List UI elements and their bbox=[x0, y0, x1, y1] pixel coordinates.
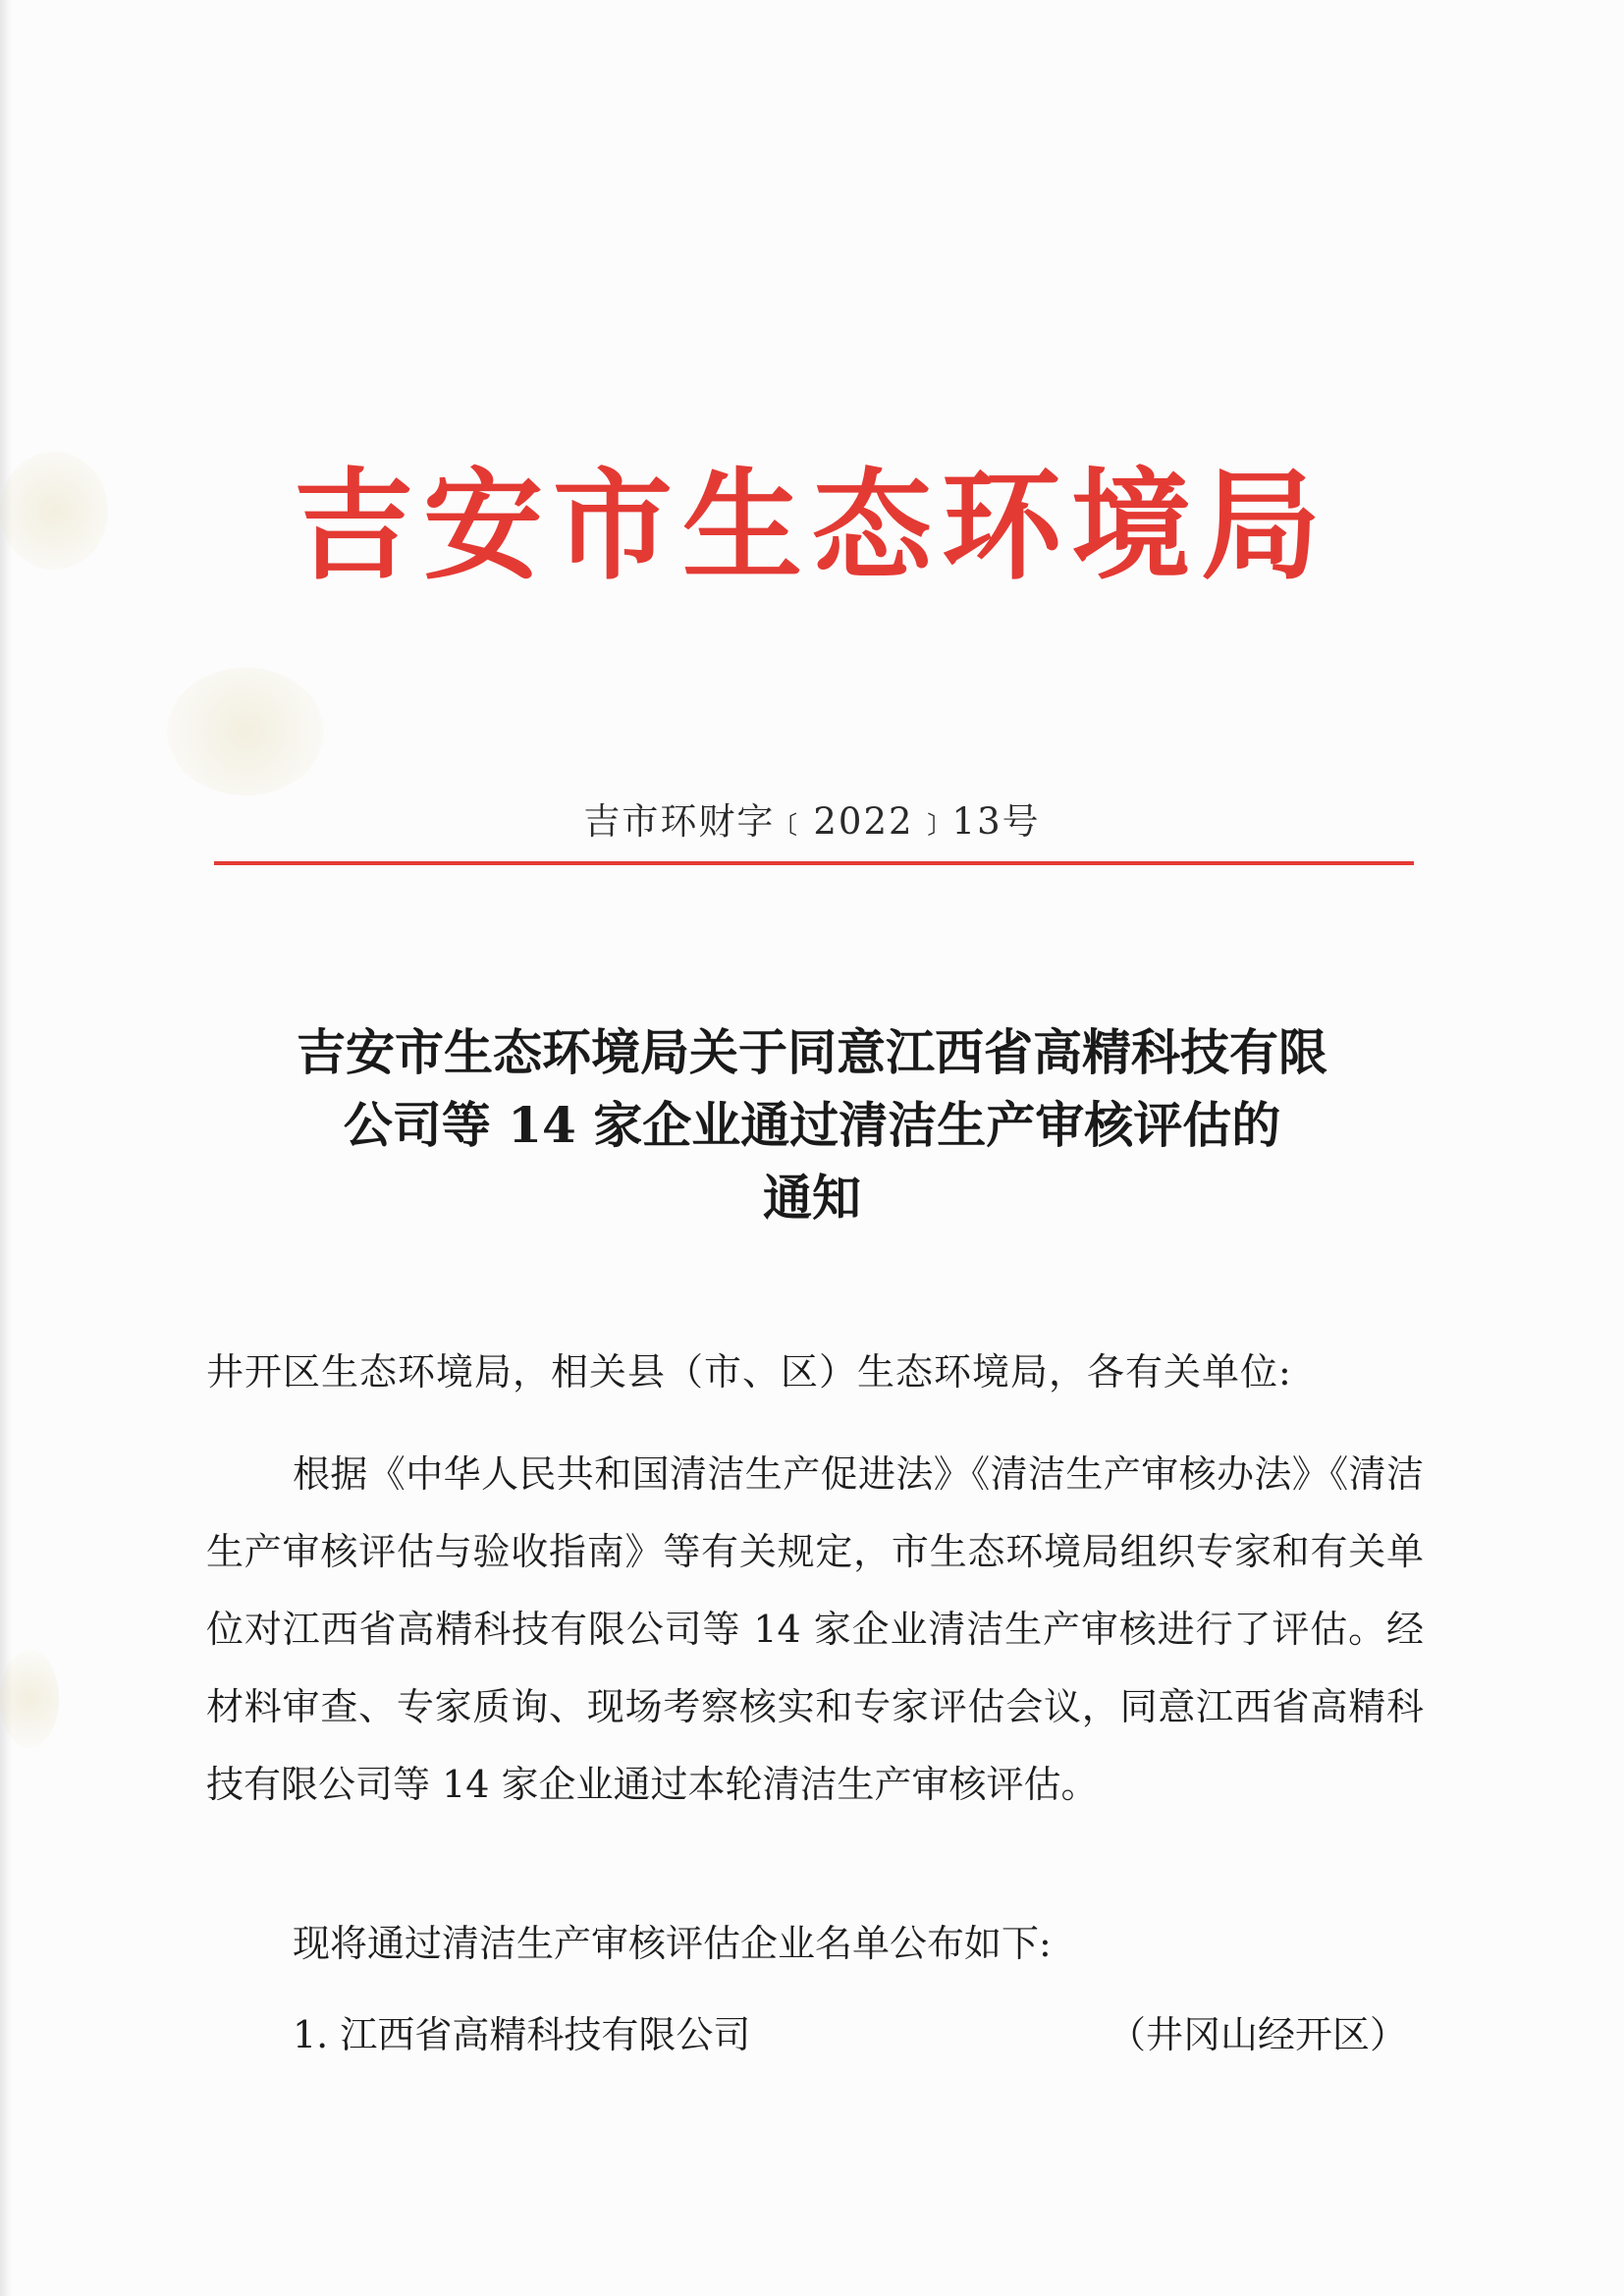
addressee-line: 井开区生态环境局，相关县（市、区）生态环境局，各有关单位: bbox=[206, 1350, 1292, 1394]
notice-title-line: 公司等 14 家企业通过清洁生产审核评估的 bbox=[343, 1096, 1281, 1154]
document-number: 吉市环财字﹝2022﹞13号 bbox=[583, 800, 1041, 843]
notice-title-line: 吉安市生态环境局关于同意江西省高精科技有限 bbox=[297, 1023, 1327, 1081]
page-edge-shadow bbox=[0, 0, 12, 2296]
company-list-item bbox=[293, 2013, 1407, 2056]
paper-stain bbox=[0, 1650, 59, 1748]
paper-stain bbox=[167, 668, 324, 795]
notice-title-line: 通知 bbox=[763, 1169, 861, 1227]
agency-letterhead: 吉安市生态环境局 bbox=[294, 457, 1330, 596]
company-location: （井冈山经开区） bbox=[1108, 2013, 1407, 2056]
body-paragraph: 根据《中华人民共和国清洁生产促进法》《清洁生产审核办法》《清洁生产审核评估与验收指南》等有关规定，市生态环境局组织专家和有关单位对江西省高精科技有限公司等 14 家企业清洁生产审核进行了评估。经材料审查、专家质询、现场考察核实和专家评估会议，同意江西省高精科技有限公司等 14 家企业通过本轮清洁生产审核评估。 bbox=[206, 1452, 1424, 1806]
red-divider-line bbox=[214, 861, 1414, 865]
notice-title bbox=[196, 1016, 1428, 1234]
company-name: 1. 江西省高精科技有限公司 bbox=[293, 2013, 751, 2056]
body-paragraph: 现将通过清洁生产审核评估企业名单公布如下: bbox=[293, 1922, 1052, 1965]
